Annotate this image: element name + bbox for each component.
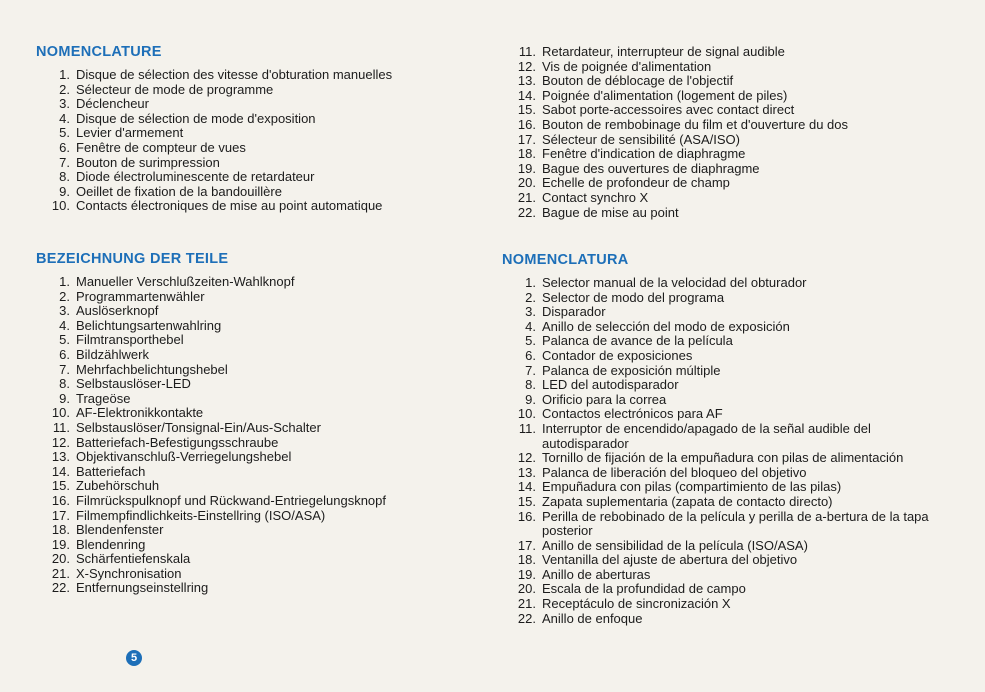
item-text: Contador de exposiciones xyxy=(542,347,693,363)
item-number: 17. xyxy=(51,507,70,523)
item-text: Disparador xyxy=(542,304,606,320)
item-number: 20. xyxy=(517,175,536,191)
item-text: Sélecteur de mode de programme xyxy=(76,81,274,97)
item-number: 8. xyxy=(59,376,70,392)
list-item xyxy=(36,567,466,582)
item-number: 15. xyxy=(517,493,536,509)
item-text: Batteriefach xyxy=(76,463,146,479)
item-text: Echelle de profondeur de champ xyxy=(542,175,730,191)
item-number: 9. xyxy=(59,390,70,406)
item-number: 3. xyxy=(59,96,70,112)
list-item xyxy=(502,60,942,75)
list-item xyxy=(502,422,942,451)
list-item xyxy=(502,539,942,554)
item-number: 21. xyxy=(517,189,536,205)
list-bezeichnung-de xyxy=(36,275,466,596)
item-number: 20. xyxy=(517,581,536,597)
list-item xyxy=(502,276,942,291)
list-item xyxy=(502,451,942,466)
list-item xyxy=(36,185,466,200)
item-number: 11. xyxy=(518,420,536,436)
item-text: Contactos electrónicos para AF xyxy=(542,406,723,422)
item-text: Diode électroluminescente de retardateur xyxy=(76,169,315,185)
item-text: Selbstauslöser/Tonsignal-Ein/Aus-Schalter xyxy=(76,419,321,435)
item-text: Palanca de exposición múltiple xyxy=(542,362,721,378)
list-item xyxy=(502,510,942,539)
item-number: 1. xyxy=(59,274,70,289)
item-text: Disque de sélection de mode d'exposition xyxy=(76,110,316,126)
list-item xyxy=(502,305,942,320)
item-number: 12. xyxy=(517,58,536,74)
list-item xyxy=(36,275,466,290)
item-number: 22. xyxy=(517,610,536,626)
item-text: Blendenring xyxy=(76,536,146,552)
list-nomenclature-fr xyxy=(36,68,466,214)
list-item xyxy=(36,126,466,141)
item-text: Auslöserknopf xyxy=(76,303,159,319)
list-item xyxy=(36,304,466,319)
item-text: Batteriefach-Befestigungsschraube xyxy=(76,434,279,450)
item-number: 4. xyxy=(59,317,70,333)
item-number: 3. xyxy=(59,303,70,319)
item-number: 7. xyxy=(525,362,536,378)
list-item xyxy=(502,89,942,104)
item-text: Anillo de enfoque xyxy=(542,610,643,626)
list-item xyxy=(36,83,466,98)
list-item xyxy=(502,74,942,89)
item-text: Bouton de déblocage de l'objectif xyxy=(542,73,734,89)
list-item xyxy=(36,581,466,596)
item-text: Levier d'armement xyxy=(76,125,184,141)
item-text: Contacts électroniques de mise au point automatique xyxy=(76,198,383,214)
item-number: 10. xyxy=(51,405,70,421)
item-text: Orificio para la correa xyxy=(542,391,667,407)
item-number: 13. xyxy=(517,464,536,480)
item-number: 9. xyxy=(525,391,536,407)
item-text: Zubehörschuh xyxy=(76,478,160,494)
item-number: 16. xyxy=(517,508,536,524)
item-text: Filmrückspulknopf und Rückwand-Entriegelungsknopf xyxy=(76,492,386,508)
list-item xyxy=(502,162,942,177)
item-text: Programmartenwähler xyxy=(76,288,205,304)
item-text: Disque de sélection des vitesse d'obturation manuelles xyxy=(76,67,393,82)
item-number: 2. xyxy=(59,288,70,304)
item-text: Sabot porte-accessoires avec contact direct xyxy=(542,102,795,118)
item-text: Vis de poignée d'alimentation xyxy=(542,58,712,74)
list-item xyxy=(502,147,942,162)
item-text: AF-Elektronikkontakte xyxy=(76,405,204,421)
item-text: Bildzählwerk xyxy=(76,346,149,362)
item-number: 5. xyxy=(59,332,70,348)
list-item xyxy=(502,291,942,306)
item-text: Selbstauslöser-LED xyxy=(76,376,191,392)
item-text: Blendenfenster xyxy=(76,522,164,538)
item-number: 14. xyxy=(517,87,536,103)
list-item xyxy=(502,553,942,568)
item-number: 16. xyxy=(51,492,70,508)
list-item xyxy=(502,206,942,221)
item-text: X-Synchronisation xyxy=(76,565,182,581)
item-number: 3. xyxy=(525,304,536,320)
item-number: 19. xyxy=(51,536,70,552)
item-text: Manueller Verschlußzeiten-Wahlknopf xyxy=(76,274,295,289)
item-text: Palanca de liberación del bloqueo del objetivo xyxy=(542,464,807,480)
item-number: 17. xyxy=(517,537,536,553)
item-number: 18. xyxy=(517,146,536,162)
list-item xyxy=(36,421,466,436)
item-number: 6. xyxy=(525,347,536,363)
item-text: Entfernungseinstellring xyxy=(76,580,209,596)
item-number: 4. xyxy=(525,318,536,334)
list-item xyxy=(36,436,466,451)
list-item xyxy=(36,465,466,480)
item-text: Palanca de avance de la película xyxy=(542,333,733,349)
list-nomenclature-fr-continued xyxy=(502,45,942,220)
item-number: 21. xyxy=(51,565,70,581)
list-item xyxy=(36,377,466,392)
item-text: Retardateur, interrupteur de signal audible xyxy=(542,44,785,59)
list-item xyxy=(502,334,942,349)
list-item xyxy=(502,364,942,379)
item-number: 11. xyxy=(518,44,536,59)
item-text: Trageöse xyxy=(76,390,131,406)
list-item xyxy=(502,191,942,206)
item-number: 8. xyxy=(525,377,536,393)
item-text: Bague de mise au point xyxy=(542,204,679,220)
list-item xyxy=(36,392,466,407)
item-text: Tornillo de fijación de la empuñadura con pilas de alimentación xyxy=(542,450,904,466)
item-number: 1. xyxy=(59,67,70,82)
item-text: Bouton de rembobinage du film et d'ouverture du dos xyxy=(542,116,849,132)
item-text: Anillo de sensibilidad de la película (ISO/ASA) xyxy=(542,537,808,553)
list-item xyxy=(36,290,466,305)
item-number: 20. xyxy=(51,551,70,567)
item-number: 14. xyxy=(51,463,70,479)
item-text: Filmempfindlichkeits-Einstellring (ISO/ASA) xyxy=(76,507,326,523)
list-item xyxy=(502,176,942,191)
list-item xyxy=(502,45,942,60)
item-number: 2. xyxy=(59,81,70,97)
item-number: 7. xyxy=(59,361,70,377)
list-item xyxy=(36,509,466,524)
item-number: 9. xyxy=(59,183,70,199)
list-item xyxy=(502,378,942,393)
list-item xyxy=(502,495,942,510)
list-item xyxy=(502,407,942,422)
item-number: 15. xyxy=(517,102,536,118)
item-number: 11. xyxy=(52,419,70,435)
item-number: 14. xyxy=(517,479,536,495)
item-text: Objektivanschluß-Verriegelungshebel xyxy=(76,449,292,465)
item-number: 10. xyxy=(517,406,536,422)
list-item xyxy=(502,133,942,148)
list-item xyxy=(36,319,466,334)
item-text: LED del autodisparador xyxy=(542,377,679,393)
list-item xyxy=(36,97,466,112)
list-item xyxy=(502,393,942,408)
item-number: 1. xyxy=(525,275,536,290)
item-text: Contact synchro X xyxy=(542,189,649,205)
list-item xyxy=(36,170,466,185)
item-number: 16. xyxy=(517,116,536,132)
list-item xyxy=(502,466,942,481)
list-item xyxy=(36,199,466,214)
list-item xyxy=(502,320,942,335)
item-number: 15. xyxy=(51,478,70,494)
item-number: 19. xyxy=(517,160,536,176)
item-text: Oeillet de fixation de la bandouillère xyxy=(76,183,282,199)
list-item xyxy=(36,348,466,363)
item-number: 6. xyxy=(59,139,70,155)
list-item xyxy=(36,68,466,83)
item-text: Interruptor de encendido/apagado de la señal audible del autodisparador xyxy=(542,420,871,451)
item-number: 22. xyxy=(51,580,70,596)
list-item xyxy=(502,582,942,597)
list-item xyxy=(36,538,466,553)
item-text: Selector de modo del programa xyxy=(542,289,725,305)
item-text: Poignée d'alimentation (logement de piles) xyxy=(542,87,788,103)
item-number: 2. xyxy=(525,289,536,305)
item-text: Anillo de selección del modo de exposición xyxy=(542,318,790,334)
list-item xyxy=(36,479,466,494)
item-number: 5. xyxy=(59,125,70,141)
list-item xyxy=(502,118,942,133)
list-item xyxy=(36,523,466,538)
list-item xyxy=(36,494,466,509)
page-number-badge: 5 xyxy=(126,650,142,666)
item-number: 21. xyxy=(517,596,536,612)
item-number: 18. xyxy=(517,552,536,568)
item-text: Empuñadura con pilas (compartimiento de las pilas) xyxy=(542,479,842,495)
item-number: 7. xyxy=(59,154,70,170)
item-number: 8. xyxy=(59,169,70,185)
list-item xyxy=(502,568,942,583)
list-item xyxy=(36,112,466,127)
item-text: Bague des ouvertures de diaphragme xyxy=(542,160,760,176)
item-text: Escala de la profundidad de campo xyxy=(542,581,746,597)
item-number: 19. xyxy=(517,566,536,582)
item-number: 17. xyxy=(517,131,536,147)
item-number: 18. xyxy=(51,522,70,538)
list-item xyxy=(36,156,466,171)
item-number: 5. xyxy=(525,333,536,349)
list-item xyxy=(36,406,466,421)
item-number: 10. xyxy=(51,198,70,214)
item-number: 13. xyxy=(51,449,70,465)
list-item xyxy=(502,612,942,627)
item-text: Perilla de rebobinado de la película y perilla de a-bertura de la tapa posterior xyxy=(542,508,929,539)
item-text: Mehrfachbelichtungshebel xyxy=(76,361,228,377)
item-text: Anillo de aberturas xyxy=(542,566,651,582)
item-text: Sélecteur de sensibilité (ASA/ISO) xyxy=(542,131,740,147)
list-item xyxy=(36,363,466,378)
list-item xyxy=(502,597,942,612)
item-number: 4. xyxy=(59,110,70,126)
item-text: Ventanilla del ajuste de abertura del objetivo xyxy=(542,552,798,568)
heading-nomenclature-fr: NOMENCLATURE xyxy=(36,44,162,60)
heading-bezeichnung-de: BEZEICHNUNG DER TEILE xyxy=(36,251,229,267)
item-number: 12. xyxy=(51,434,70,450)
list-item xyxy=(502,480,942,495)
item-text: Bouton de surimpression xyxy=(76,154,220,170)
item-text: Déclencheur xyxy=(76,96,149,112)
list-item xyxy=(502,103,942,118)
item-text: Schärfentiefenskala xyxy=(76,551,191,567)
item-text: Belichtungsartenwahlring xyxy=(76,317,222,333)
item-text: Zapata suplementaria (zapata de contacto directo) xyxy=(542,493,833,509)
list-item xyxy=(502,349,942,364)
list-item xyxy=(36,333,466,348)
list-item xyxy=(36,141,466,156)
heading-nomenclatura-es: NOMENCLATURA xyxy=(502,252,629,268)
list-item xyxy=(36,450,466,465)
list-item xyxy=(36,552,466,567)
item-number: 6. xyxy=(59,346,70,362)
item-number: 22. xyxy=(517,204,536,220)
list-nomenclatura-es xyxy=(502,276,942,626)
item-text: Receptáculo de sincronización X xyxy=(542,596,731,612)
item-text: Fenêtre d'indication de diaphragme xyxy=(542,146,746,162)
item-text: Selector manual de la velocidad del obturador xyxy=(542,275,807,290)
item-text: Filmtransporthebel xyxy=(76,332,184,348)
item-number: 13. xyxy=(517,73,536,89)
item-text: Fenêtre de compteur de vues xyxy=(76,139,246,155)
item-number: 12. xyxy=(517,450,536,466)
